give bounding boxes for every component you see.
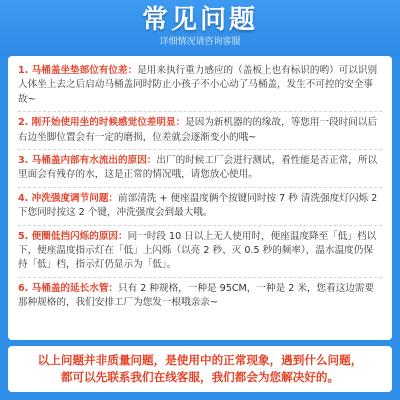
faq-item-3 <box>18 150 382 188</box>
faq-item-title: 3. 马桶盖内部有水流出的原因： <box>18 155 157 167</box>
header-banner <box>0 0 400 56</box>
faq-item-body: 出厂的时候工厂会进行测试，看性能是否正常，所以里面会有残存的水，这是正常的情况哦，请您放心使用。 <box>18 155 378 181</box>
faq-item-5 <box>18 226 382 278</box>
faq-item-4 <box>18 188 382 226</box>
faq-item-body: 是因为新机器的的缘故，等您用一段时间以后右边坐脚位置会有一定的磨损，位差就会逐渐变小的哦~ <box>18 117 378 143</box>
faq-item-2 <box>18 112 382 150</box>
faq-item-body: 同一时段 10 日以上无人使用时，便座温度降至「低」档以下，便座温度指示灯在「低」上闪烁（以亮 2 秒、灭 0.5 秒的频率），温水温度仍保持「低」档，指示灯仍显示为「低」。 <box>18 230 377 271</box>
faq-item-title: 4. 冲洗强度调节问题： <box>18 192 119 204</box>
faq-item-body: 是用来执行重力感应的（盖板上也有标识的哟）可以识别人体坐上去之后启动马桶盖同时防止小孩子不小心动了马桶盖，发生不可控的安全事故~ <box>18 65 378 105</box>
faq-card <box>8 56 392 340</box>
faq-item-title: 6. 马桶盖的延长水管： <box>18 282 119 294</box>
faq-item-title: 1. 马桶盖坐垫部位有位差： <box>18 65 138 76</box>
faq-item-6 <box>18 278 382 315</box>
page-title: 常见问题 <box>141 5 258 35</box>
footer-line-2: 都可以先联系我们在线客服，我们都会为您解决好的。 <box>60 370 340 384</box>
faq-item-1 <box>18 60 382 112</box>
faq-item-body: 只有 2 种规格，一种是 95CM，一种是 2 米，您看这边需要那种规格的，我们安排工厂为您发一根哦亲亲~ <box>18 282 375 309</box>
faq-item-body: 前部清洗 + 便座温度俩个按键同时按 7 秒 清洗强度灯闪烁 2 下您同时按这 2 个键，冲洗强度会到最大哦。 <box>18 192 378 219</box>
page-subtitle: 详细情况请咨询客服 <box>159 37 241 47</box>
footer-line-1: 以上问题并非质量问题，是使用中的正常现象，遇到什么问题， <box>37 353 363 367</box>
faq-item-title: 2. 刚开始使用坐的时候感觉位差明显： <box>18 117 186 129</box>
faq-item-title: 5. 便圈低挡闪烁的原因： <box>18 230 128 242</box>
footer-notice <box>8 346 392 392</box>
